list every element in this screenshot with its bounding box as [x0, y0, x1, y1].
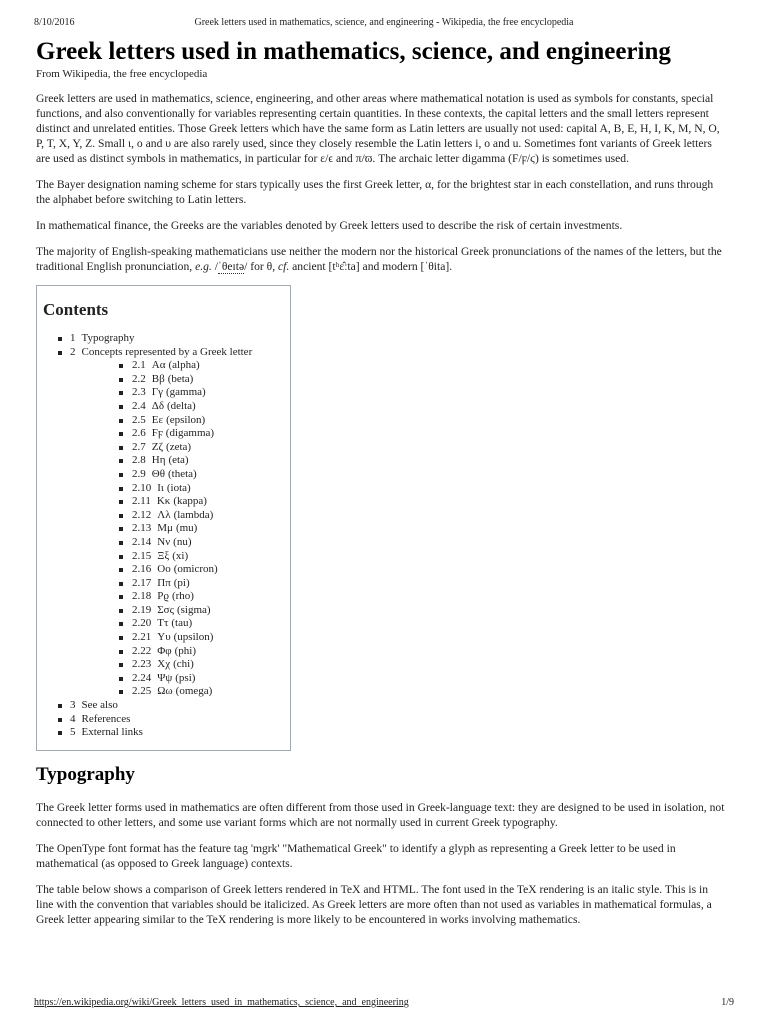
toc-subitem-label: (psi): [175, 671, 196, 684]
toc-subitem-label: (phi): [174, 644, 197, 657]
print-date: 8/10/2016: [34, 17, 75, 28]
toc-subitem[interactable]: [70, 373, 290, 387]
print-footer: [34, 997, 734, 1011]
toc-subitem-number: 2.19: [132, 603, 152, 616]
toc-label: See also: [81, 699, 118, 712]
toc-subitem-glyph: Μμ: [157, 522, 173, 535]
toc-subitem[interactable]: [70, 550, 290, 564]
toc-subitem-number: 2.17: [132, 576, 152, 589]
toc-subitem-glyph: Ππ: [157, 576, 171, 589]
toc-subitem[interactable]: [70, 495, 290, 509]
ipa-open: /: [211, 260, 218, 273]
toc-subitem-number: 2.23: [132, 658, 152, 671]
typography-paragraph-3: The table below shows a comparison of Greek letters rendered in TeX and HTML. The font used in the TeX rendering is an italic style. This is in line with the convention that variables should be italicized. As Greek letters are more often than not used as variables in mathematical formulas, a Greek letter appearing similar to the TeX rendering is more likely to be encountered in works involving mathematics.: [36, 882, 712, 926]
typography-paragraph-1: The Greek letter forms used in mathematics are often different from those used in Greek-language text: they are designed to be used in isolation, not connected to other letters, and some use variant forms which are not normally used in current Greek typography.: [36, 800, 725, 829]
toc-subitem-number: 2.16: [132, 563, 152, 576]
toc-subitem-glyph: Ββ: [151, 372, 165, 385]
toc-number: 4: [70, 712, 76, 725]
toc-subitem[interactable]: [70, 509, 290, 523]
toc-label: References: [81, 712, 131, 725]
ipa-close: / for θ,: [244, 260, 278, 273]
toc-number: 3: [70, 699, 76, 712]
toc-subitem-glyph: Αα: [151, 359, 166, 372]
toc-subitem-label: (delta): [167, 399, 196, 412]
toc-number: 1: [70, 332, 76, 344]
toc-subitem-number: 2.20: [132, 617, 152, 630]
toc-subitem-glyph: Οο: [157, 563, 171, 576]
toc-subitem-number: 2.12: [132, 508, 152, 521]
toc-subitem-number: 2.18: [132, 590, 152, 603]
intro-paragraph-2: The Bayer designation naming scheme for stars typically uses the first Greek letter, α, for the brightest star in each constellation, and runs through the alphabet before switching to Latin letters.: [36, 178, 714, 206]
toc-subitem-glyph: Ττ: [157, 617, 169, 630]
toc-subitem-label: (nu): [173, 535, 192, 548]
toc-subitem[interactable]: [70, 482, 290, 496]
toc-subitem-glyph: Θθ: [151, 467, 165, 480]
article-title: Greek letters used in mathematics, science, and engineering: [36, 38, 671, 65]
toc-subitem-label: (sigma): [176, 603, 211, 616]
toc-subitem-number: 2.9: [132, 467, 146, 480]
toc-subitem-label: (omega): [175, 685, 213, 698]
toc-subitem[interactable]: [70, 672, 290, 686]
toc-subitem-glyph: Εε: [151, 413, 164, 426]
toc-subitem-number: 2.5: [132, 413, 146, 426]
toc-subitem[interactable]: [70, 658, 290, 672]
toc-subitem-number: 2.14: [132, 535, 152, 548]
cf-abbr: cf.: [278, 260, 290, 273]
toc-item-external-links[interactable]: [43, 726, 290, 740]
toc-subitem-number: 2.15: [132, 549, 152, 562]
pronunciation-text: The majority of English-speaking mathematicians use neither the modern nor the historical Greek pronunciations of the names of the letters, but the traditional English pronunciation,: [36, 245, 722, 273]
toc-subitem[interactable]: [70, 563, 290, 577]
ipa-link[interactable]: ˈθeɪtə: [217, 260, 245, 273]
toc-subitem[interactable]: [70, 685, 290, 699]
intro-paragraph-1: Greek letters are used in mathematics, science, engineering, and other areas where mathematical notation is used as symbols for constants, special functions, and also conventionally for variables representing certain quantities. In these contexts, the capital letters and the small letters represent distinct and unrelated entities. Those Greek letters which have the same form as Latin letters are usually not used: capital A, B, E, H, I, K, M, N, O, P, T, X, Y, Z. Small ι, ο and υ are also rarely used, since they closely resemble the Latin letters i, o and u. Sometimes font variants of Greek letters are used as distinct symbols in mathematics, in particular for ε/ϵ and π/ϖ. The archaic letter digamma (Ϝ/ϝ/ϛ) is sometimes used.: [36, 92, 720, 165]
toc-item-typography[interactable]: [43, 332, 290, 346]
toc-subitem[interactable]: [70, 604, 290, 618]
toc-subitem[interactable]: [70, 645, 290, 659]
toc-item-concepts[interactable]: [43, 346, 290, 699]
section-heading-typography: Typography: [36, 763, 135, 785]
page-number: 1/9: [721, 997, 734, 1008]
intro-paragraph-3: In mathematical finance, the Greeks are the variables denoted by Greek letters used to describe the risk of certain investments.: [36, 219, 623, 232]
page-url[interactable]: https://en.wikipedia.org/wiki/Greek_letters_used_in_mathematics,_science,_and_engineering: [34, 997, 409, 1008]
toc-subitem-glyph: Νν: [157, 535, 171, 548]
pronunciation-paragraph: [36, 244, 726, 274]
toc-subitem[interactable]: [70, 454, 290, 468]
toc-subitem-number: 2.8: [132, 454, 146, 467]
toc-subitem-label: (chi): [173, 658, 194, 671]
toc-subitem-label: (tau): [171, 617, 193, 630]
toc-subitem-label: (theta): [167, 467, 197, 480]
toc-subitem[interactable]: [70, 522, 290, 536]
print-header: [34, 17, 734, 31]
toc-label: Concepts represented by a Greek letter: [81, 345, 253, 358]
toc-subitem-number: 2.25: [132, 685, 152, 698]
toc-subitem[interactable]: [70, 617, 290, 631]
toc-subitem[interactable]: [70, 590, 290, 604]
article-tagline: From Wikipedia, the free encyclopedia: [36, 68, 208, 80]
toc-subitem-glyph: Χχ: [157, 658, 171, 671]
toc-subitem-number: 2.7: [132, 440, 146, 453]
toc-subitem-glyph: Ηη: [151, 454, 166, 467]
print-page-title: Greek letters used in mathematics, science, and engineering - Wikipedia, the free encyclopedia: [194, 17, 574, 28]
toc-subitem-label: (omicron): [173, 563, 218, 576]
toc-subitem-number: 2.10: [132, 481, 152, 494]
toc-subitem[interactable]: [70, 468, 290, 482]
toc-subitem-number: 2.11: [132, 495, 151, 508]
toc-subitem-label: (beta): [167, 372, 194, 385]
toc-subitem-glyph: Κκ: [156, 495, 171, 508]
toc-subitem[interactable]: [70, 536, 290, 550]
toc-subitem-label: (alpha): [168, 359, 200, 372]
toc-subitem-number: 2.21: [132, 631, 152, 644]
toc-subitem-label: (gamma): [165, 386, 206, 399]
toc-subitem-glyph: Σσς: [157, 603, 174, 616]
toc-subitem[interactable]: [70, 386, 290, 400]
toc-subitem-label: (eta): [168, 454, 189, 467]
toc-subitem-label: (lambda): [173, 508, 214, 521]
toc-subitem-number: 2.6: [132, 427, 146, 440]
toc-label: Typography: [81, 332, 135, 344]
toc-subitem-glyph: Ρϱ: [157, 590, 169, 603]
toc-subitem-number: 2.4: [132, 399, 146, 412]
toc-item-see-also[interactable]: [43, 699, 290, 713]
toc-subitem-glyph: Ιι: [157, 481, 164, 494]
toc-subitem-number: 2.2: [132, 372, 146, 385]
toc-subitem[interactable]: [70, 359, 290, 373]
toc-item-references[interactable]: [43, 713, 290, 727]
typography-paragraph-2: The OpenType font format has the feature tag 'mgrk' "Mathematical Greek" to identify a glyph as representing a Greek letter to be used in mathematical (as opposed to Greek language) contexts.: [36, 841, 676, 870]
toc-subitem-label: (mu): [175, 522, 198, 535]
toc-subitem-glyph: Ϝϝ: [151, 427, 163, 440]
toc-subitem-label: (xi): [172, 549, 189, 562]
toc-subitem[interactable]: [70, 577, 290, 591]
toc-list: [43, 332, 290, 740]
toc-subitem-glyph: Λλ: [157, 508, 171, 521]
toc-subitem-glyph: Ψψ: [157, 671, 173, 684]
toc-number: 2: [70, 345, 76, 358]
toc-subitem[interactable]: [70, 631, 290, 645]
toc-subitem-number: 2.3: [132, 386, 146, 399]
toc-subitem-label: (digamma): [165, 427, 215, 440]
toc-subitem-glyph: Ξξ: [157, 549, 170, 562]
toc-subitem-label: (epsilon): [166, 413, 206, 426]
toc-subitem[interactable]: [70, 414, 290, 428]
toc-subitem-label: (rho): [171, 590, 194, 603]
toc-sublist: [70, 359, 290, 699]
toc-subitem-label: (iota): [166, 481, 191, 494]
toc-subitem[interactable]: [70, 400, 290, 414]
toc-subitem-glyph: Φφ: [157, 644, 172, 657]
toc-subitem-label: (zeta): [166, 440, 192, 453]
toc-heading: Contents: [43, 300, 109, 319]
eg-abbr: e.g.: [195, 260, 212, 273]
toc-subitem-glyph: Ζζ: [151, 440, 164, 453]
toc-subitem-label: (upsilon): [173, 631, 214, 644]
toc-subitem-glyph: Υυ: [157, 631, 171, 644]
toc-subitem-label: (pi): [173, 576, 190, 589]
article-content: [36, 37, 726, 938]
table-of-contents: [36, 285, 291, 751]
toc-subitem-number: 2.1: [132, 359, 146, 372]
toc-subitem-number: 2.24: [132, 671, 152, 684]
toc-subitem-number: 2.22: [132, 644, 152, 657]
toc-subitem-number: 2.13: [132, 522, 152, 535]
pronunciation-tail: ancient [tʰɛ̂ːta] and modern [ˈθita].: [289, 260, 453, 273]
toc-number: 5: [70, 726, 76, 739]
toc-subitem[interactable]: [70, 441, 290, 455]
toc-subitem-label: (kappa): [173, 495, 207, 508]
toc-subitem-glyph: Δδ: [151, 399, 165, 412]
toc-subitem-glyph: Ωω: [157, 685, 173, 698]
toc-subitem[interactable]: [70, 427, 290, 441]
toc-label: External links: [81, 726, 143, 739]
toc-subitem-glyph: Γγ: [151, 386, 163, 399]
